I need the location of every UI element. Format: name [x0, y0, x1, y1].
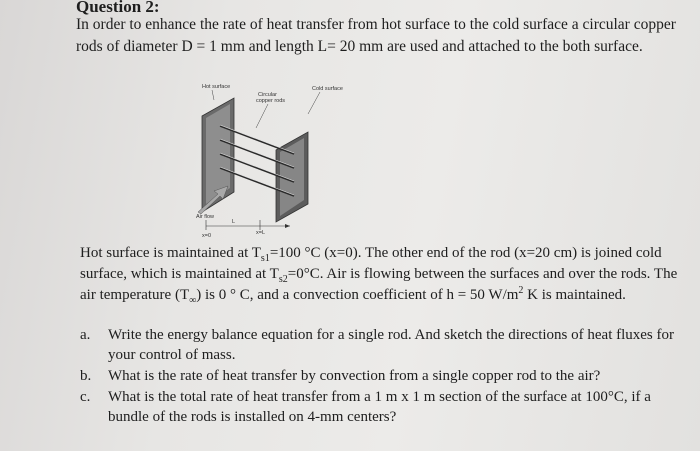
- statement-part-5: K is maintained.: [523, 287, 626, 303]
- rods-label-line1: Circular: [258, 92, 277, 98]
- item-marker: b.: [80, 368, 92, 384]
- rods-label-line2: copper rods: [256, 98, 286, 104]
- rod-diagram: [190, 80, 350, 240]
- air-flow-label: Air flow: [196, 214, 215, 220]
- item-marker: c.: [80, 389, 91, 405]
- statement-part-1: Hot surface is maintained at T: [80, 245, 261, 261]
- item-marker: a.: [80, 327, 91, 343]
- ts2-subscript: s2: [278, 274, 288, 285]
- question-list: [80, 325, 680, 428]
- item-text: Write the energy balance equation for a single rod. And sketch the directions of heat fluxes for your control of mass.: [108, 327, 675, 363]
- list-item: [80, 366, 680, 386]
- m2-superscript: 2: [518, 285, 524, 296]
- statement-part-3: =0°C. Air is flowing between the surfaces and over the rods. The air temperature (T: [80, 266, 678, 303]
- hot-surface-label: Hot surface: [202, 84, 231, 90]
- cold-surface-label: Cold surface: [312, 86, 343, 92]
- tinf-subscript: ∞: [189, 295, 197, 306]
- heat-transfer-figure: [190, 80, 350, 240]
- xL-label: x=L: [256, 230, 266, 236]
- question-title: Question 2:: [76, 0, 160, 16]
- statement-part-4: ) is 0 ° C, and a convection coefficient of h = 50 W/m: [196, 287, 519, 303]
- x0-label: x=0: [202, 233, 212, 239]
- intro-paragraph: In order to enhance the rate of heat transfer from hot surface to the cold surface a circular copper rods of diameter D = 1 mm and length L= 20 mm are used and attached to the both surface.: [76, 16, 676, 55]
- list-item: [80, 387, 680, 427]
- ts1-subscript: s1: [260, 253, 270, 264]
- list-item: [80, 325, 680, 365]
- item-text: What is the rate of heat transfer by convection from a single copper rod to the air?: [108, 368, 601, 384]
- item-text: What is the total rate of heat transfer from a 1 m x 1 m section of the surface at 100°C, if a bundle of the rods is installed on 4-mm centers?: [108, 389, 651, 425]
- statement-part-2: =100 °C (x=0). The other end of the rod (x=20 cm) is joined cold surface, which is maintained at T: [80, 245, 662, 282]
- length-label: L: [232, 219, 236, 225]
- problem-statement: [80, 243, 680, 306]
